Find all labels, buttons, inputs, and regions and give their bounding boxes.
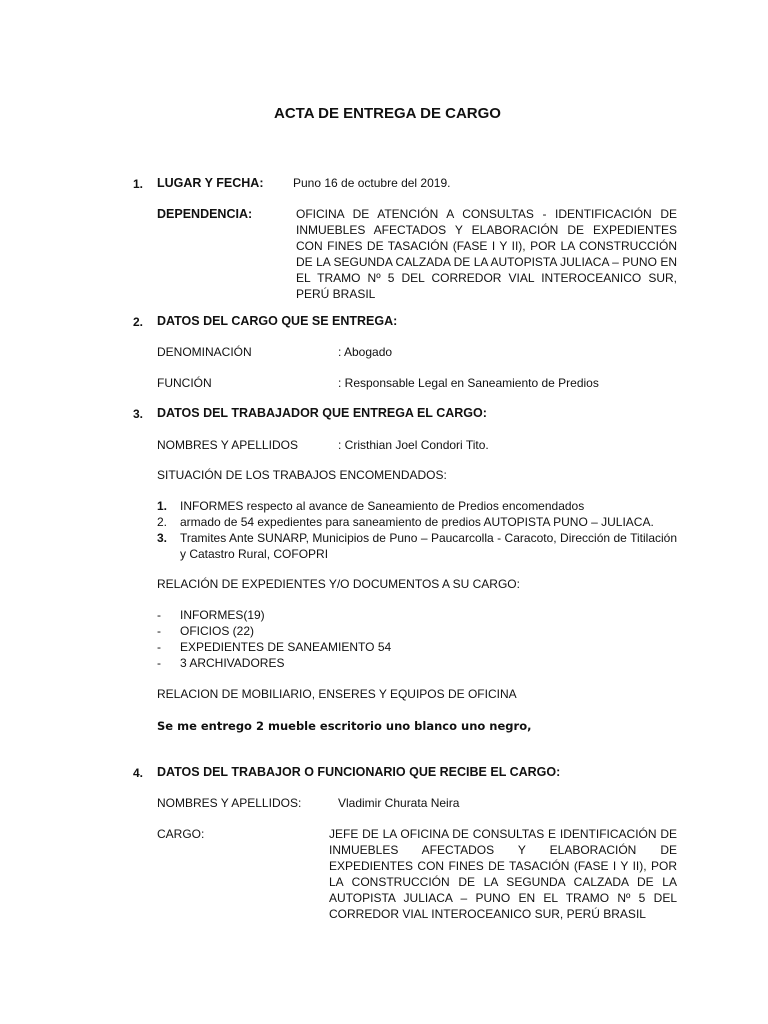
- section-3-heading: DATOS DEL TRABAJADOR QUE ENTREGA EL CARGO:: [157, 406, 487, 420]
- documento-4-text: 3 ARCHIVADORES: [180, 656, 285, 670]
- documento-2-bullet: -: [157, 624, 161, 638]
- section-2-heading: DATOS DEL CARGO QUE SE ENTREGA:: [157, 314, 398, 328]
- documento-3-text: EXPEDIENTES DE SANEAMIENTO 54: [180, 640, 392, 654]
- documento-3-bullet: -: [157, 640, 161, 654]
- trabajo-1-number: 1.: [157, 499, 168, 513]
- trabajo-3-number: 3.: [157, 531, 168, 545]
- lugar-fecha-label: LUGAR Y FECHA:: [157, 176, 264, 190]
- relacion-label: RELACIÓN DE EXPEDIENTES Y/O DOCUMENTOS A SU CARGO:: [157, 577, 520, 591]
- trabajo-1-text: INFORMES respecto al avance de Saneamiento de Predios encomendados: [180, 499, 585, 513]
- denominacion-label: DENOMINACIÓN: [157, 345, 252, 359]
- trabajo-2-number: 2.: [157, 515, 168, 529]
- documento-1-bullet: -: [157, 608, 161, 622]
- section-1-number: 1.: [133, 177, 144, 191]
- denominacion-value: : Abogado: [338, 345, 393, 359]
- section-2-number: 2.: [133, 315, 144, 329]
- section-4-number: 4.: [133, 766, 144, 780]
- nombres-entrega-label: NOMBRES Y APELLIDOS: [157, 438, 298, 452]
- lugar-fecha-value: Puno 16 de octubre del 2019.: [293, 176, 451, 190]
- nombres-recibe-label: NOMBRES Y APELLIDOS:: [157, 796, 302, 810]
- documento-2-text: OFICIOS (22): [180, 624, 255, 638]
- section-4-heading: DATOS DEL TRABAJOR O FUNCIONARIO QUE RECIBE EL CARGO:: [157, 765, 561, 779]
- documento-4-bullet: -: [157, 656, 161, 670]
- dependencia-value: OFICINA DE ATENCIÓN A CONSULTAS - IDENTIFICACIÓN DE INMUEBLES AFECTADOS Y ELABORACIÓN DE EXPEDIENTES CON FINES DE TASACIÓN (FASE I Y II), POR LA CONSTRUCCIÓN DE LA SEGUNDA CALZADA DE LA AUTOPISTA JULIACA – PUNO EN EL TRAMO Nº 5 DEL CORREDOR VIAL INTEROCEANICO SUR, PERÚ BRASIL: [296, 207, 677, 301]
- documento-1-text: INFORMES(19): [180, 608, 265, 622]
- mobiliario-note: Se me entrego 2 mueble escritorio uno blanco uno negro,: [157, 719, 532, 733]
- nombres-recibe-value: Vladimir Churata Neira: [338, 796, 460, 810]
- cargo-label: CARGO:: [157, 827, 205, 841]
- nombres-entrega-value: : Cristhian Joel Condori Tito.: [338, 438, 489, 452]
- document-title: ACTA DE ENTREGA DE CARGO: [274, 105, 501, 122]
- dependencia-label: DEPENDENCIA:: [157, 207, 253, 221]
- situacion-label: SITUACIÓN DE LOS TRABAJOS ENCOMENDADOS:: [157, 468, 447, 482]
- funcion-label: FUNCIÓN: [157, 376, 212, 390]
- trabajo-3-text: Tramites Ante SUNARP, Municipios de Puno – Paucarcolla - Caracoto, Dirección de Titilación y Catastro Rural, COFOPRI: [180, 531, 677, 561]
- trabajo-2-text: armado de 54 expedientes para saneamiento de predios AUTOPISTA PUNO – JULIACA.: [180, 515, 654, 529]
- funcion-value: : Responsable Legal en Saneamiento de Predios: [338, 376, 599, 390]
- section-3-number: 3.: [133, 407, 144, 421]
- cargo-value: JEFE DE LA OFICINA DE CONSULTAS E IDENTIFICACIÓN DE INMUEBLES AFECTADOS Y ELABORACIÓN DE EXPEDIENTES CON FINES DE TASACIÓN (FASE I Y II), POR LA CONSTRUCCIÓN DE LA SEGUNDA CALZADA DE LA AUTOPISTA JULIACA – PUNO EN EL TRAMO Nº 5 DEL CORREDOR VIAL INTEROCEANICO SUR, PERÚ BRASIL: [329, 827, 677, 921]
- mobiliario-label: RELACION DE MOBILIARIO, ENSERES Y EQUIPOS DE OFICINA: [157, 687, 517, 701]
